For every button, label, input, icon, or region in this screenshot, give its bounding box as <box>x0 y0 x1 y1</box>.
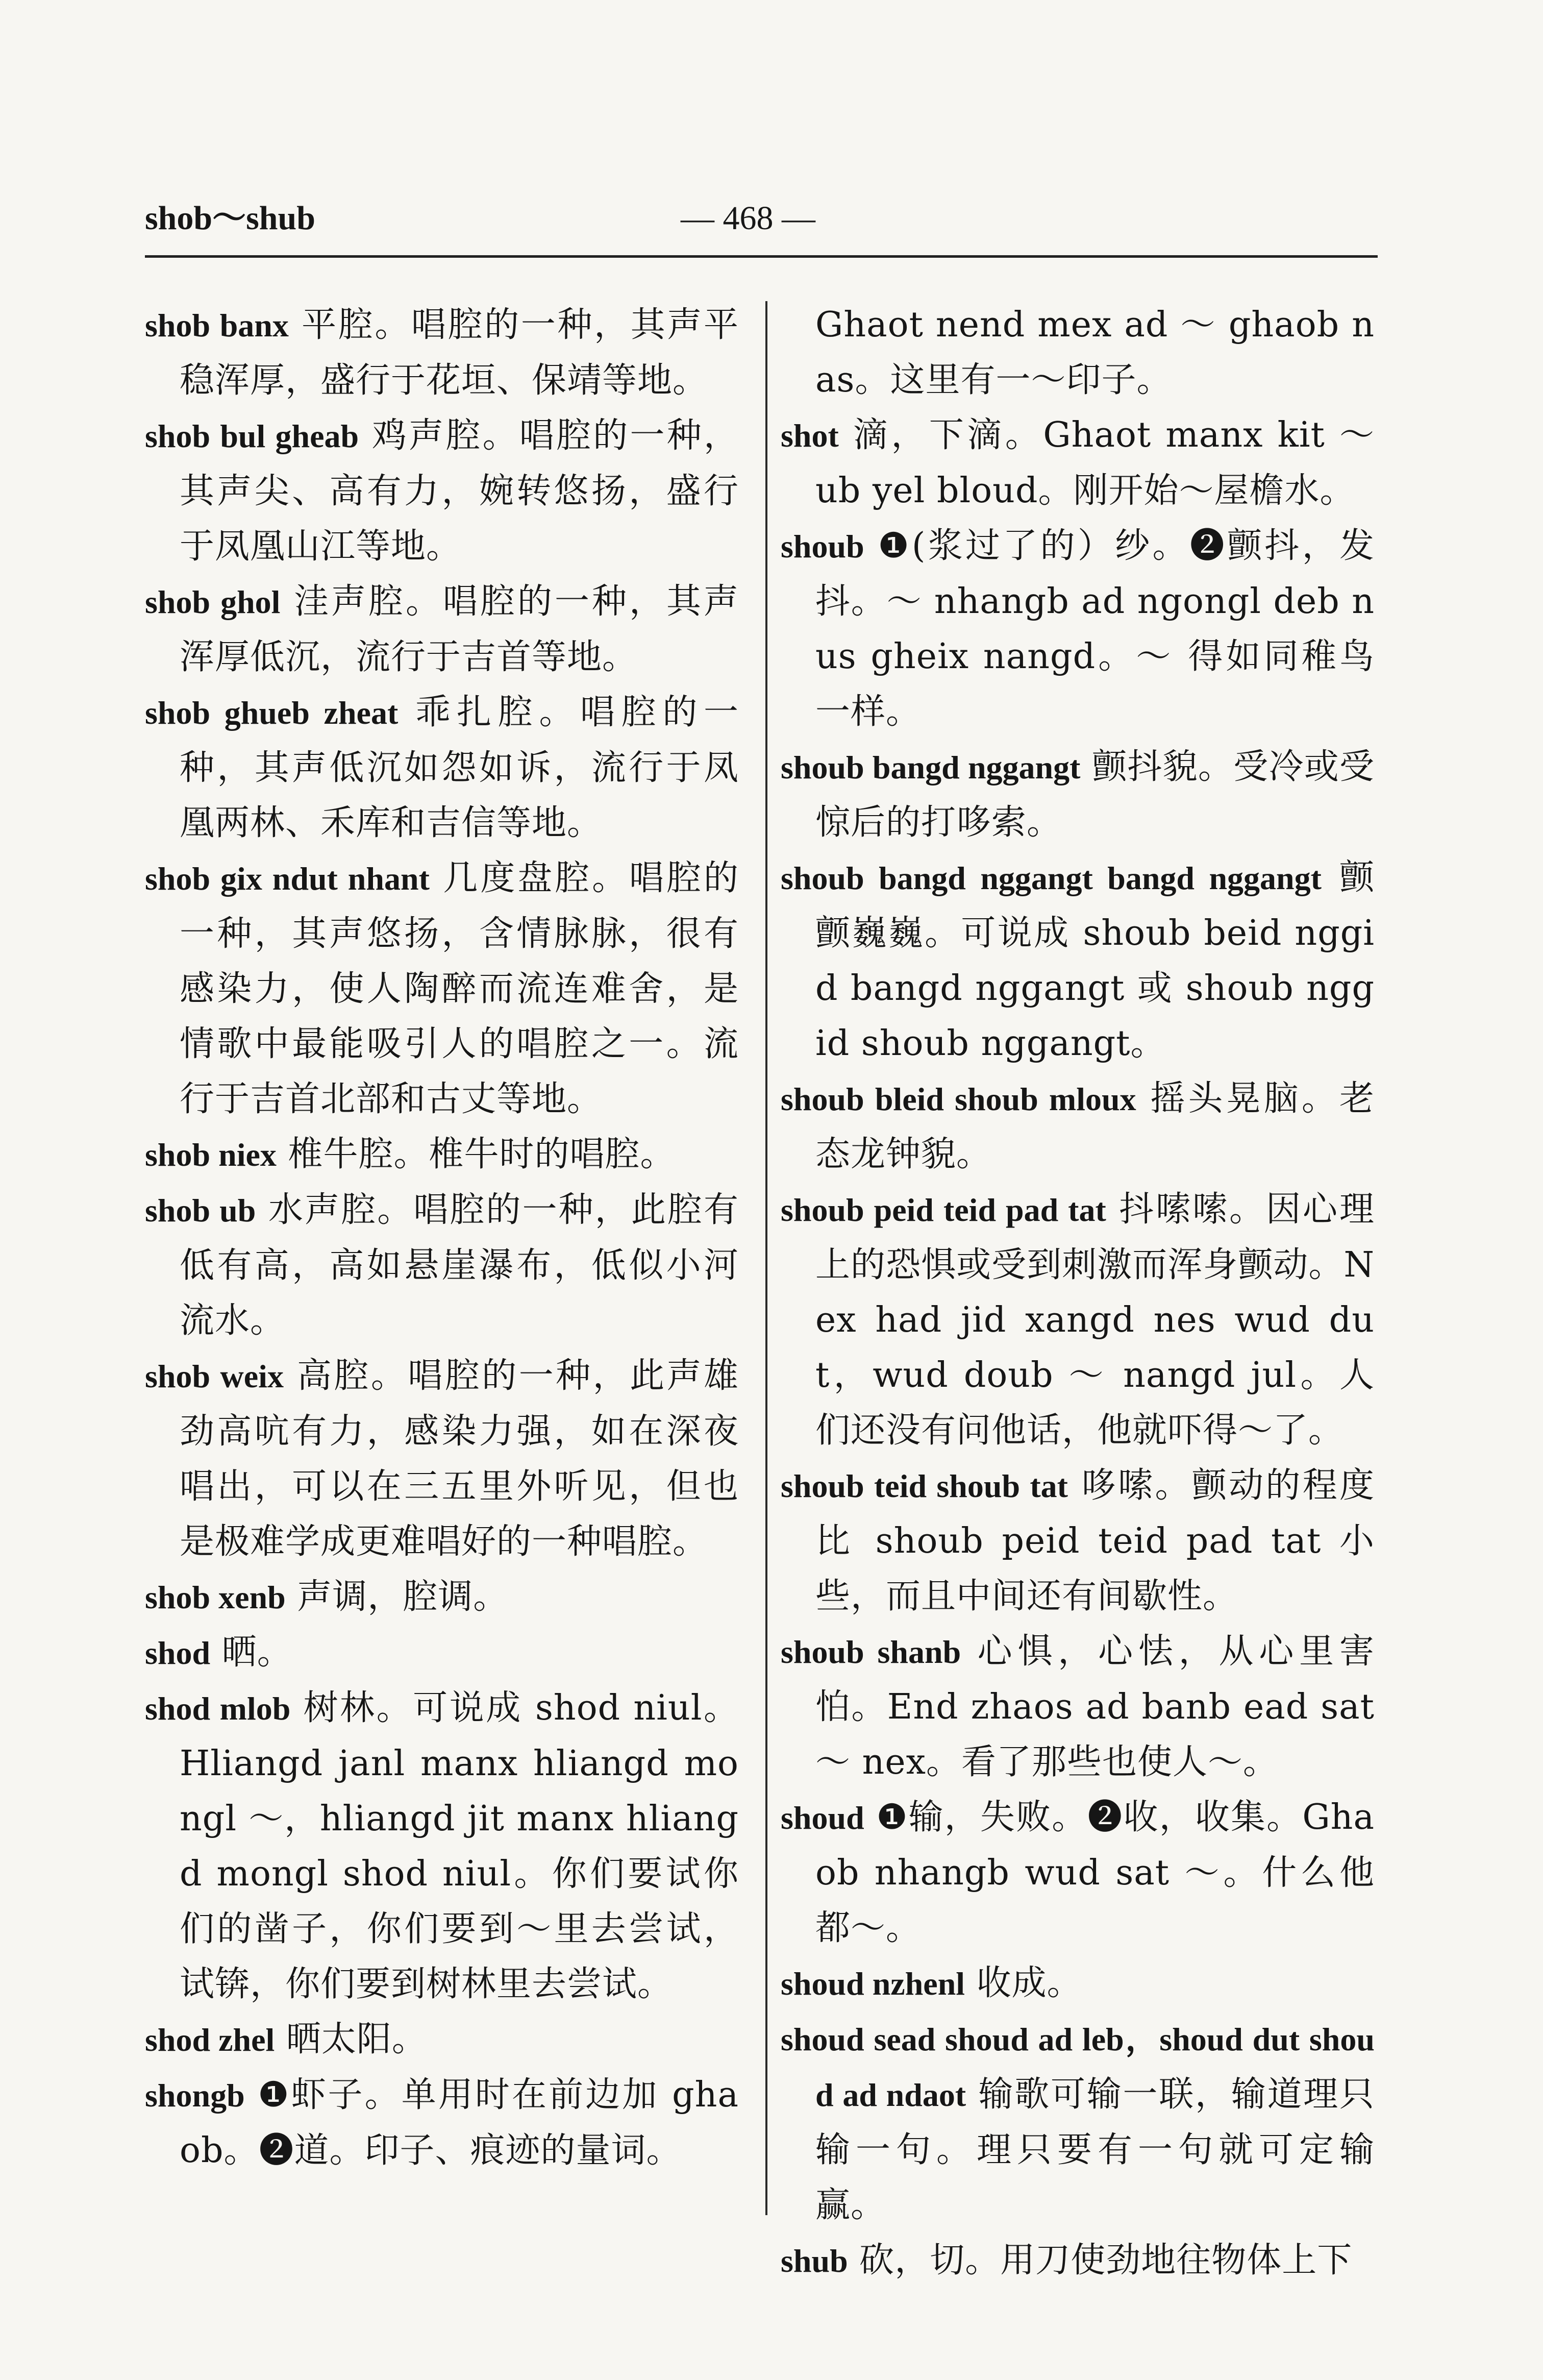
dictionary-entry <box>781 1790 1375 1956</box>
entry-definition: ❶(浆过了的）纱。❷颤抖，发抖。～ nhangb ad ngongl deb nus gheix nangd。～ 得如同稚鸟一样。 <box>815 526 1375 732</box>
entry-definition: 乖扎腔。唱腔的一种，其声低沉如怨如诉，流行于凤凰两林、禾库和吉信等地。 <box>180 692 739 843</box>
entry-definition: 树林。可说成 shod niul。Hliangd janl manx hliangd mongl ～，hliangd jit manx hliangd mongl shod niul。你们要试你们的凿子，你们要到～里去尝试，试锛，你们要到树林里去尝试。 <box>180 1688 739 2004</box>
dictionary-entry <box>781 1182 1375 1458</box>
entry-definition: ❶输，失败。❷收，收集。Ghaob nhangb wud sat ～。什么他都～。 <box>815 1797 1375 1948</box>
dictionary-entry <box>145 1127 739 1183</box>
dictionary-entry <box>781 1458 1375 1624</box>
entry-definition: 几度盘腔。唱腔的一种，其声悠扬，含情脉脉，很有感染力，使人陶醉而流连难舍，是情歌中最能吸引人的唱腔之一。流行于吉首北部和古丈等地。 <box>180 858 739 1119</box>
entry-headword: shoud <box>781 1800 864 1836</box>
entry-definition: 收成。 <box>965 1963 1082 2003</box>
entry-headword: shob bul gheab <box>145 418 359 454</box>
dictionary-entry <box>145 408 739 574</box>
entry-definition: 椎牛腔。椎牛时的唱腔。 <box>276 1134 676 1174</box>
column-divider <box>765 301 767 2215</box>
entry-headword: shoub shanb <box>781 1634 961 1670</box>
dictionary-entry <box>781 1624 1375 1790</box>
dictionary-entry <box>145 2068 739 2178</box>
right-column <box>781 298 1375 2289</box>
dictionary-entry <box>145 1681 739 2012</box>
dictionary-entry <box>145 574 739 685</box>
entry-headword: shob weix <box>145 1358 284 1394</box>
entry-headword: shob gix ndut nhant <box>145 861 430 897</box>
dictionary-entry <box>145 298 739 408</box>
entry-headword: shob ghol <box>145 584 281 620</box>
entry-headword: shod zhel <box>145 2022 275 2058</box>
entry-definition: 颤颤巍巍。可说成 shoub beid nggid bangd nggangt 或 shoub nggid shoub nggangt。 <box>815 857 1375 1064</box>
dictionary-entry <box>781 408 1375 519</box>
dictionary-entry <box>781 2233 1375 2289</box>
dictionary-entry <box>145 1625 739 1681</box>
entry-headword: shoub peid teid pad tat <box>781 1192 1106 1228</box>
header-rule <box>145 255 1378 258</box>
entry-headword: shot <box>781 418 839 454</box>
entry-headword: shongb <box>145 2077 245 2114</box>
dictionary-entry <box>781 740 1375 850</box>
running-head: shob～shub <box>145 200 315 237</box>
entry-headword: shoud sead shoud ad leb，shoud dut shoud ad ndaot <box>781 2021 1375 2113</box>
dictionary-entry <box>781 2011 1375 2233</box>
entry-definition: 声调，腔调。 <box>285 1577 509 1617</box>
entry-headword: shob banx <box>145 307 289 343</box>
entry-definition: 高腔。唱腔的一种，此声雄劲高吭有力，感染力强，如在深夜唱出，可以在三五里外听见，但也是极难学成更难唱好的一种唱腔。 <box>180 1356 739 1562</box>
entry-headword: shoub <box>781 528 864 565</box>
page-header <box>145 193 1378 244</box>
entry-definition: 水声腔。唱腔的一种，此腔有低有高，高如悬崖瀑布，低似小河流水。 <box>180 1190 739 1341</box>
entry-definition: 砍，切。用刀使劲地往物体上下 <box>848 2240 1353 2280</box>
entry-definition: 鸡声腔。唱腔的一种，其声尖、高有力，婉转悠扬，盛行于凤凰山江等地。 <box>180 415 739 567</box>
entry-definition: 洼声腔。唱腔的一种，其声浑厚低沉，流行于吉首等地。 <box>180 581 739 677</box>
left-column <box>145 298 739 2178</box>
dictionary-entry <box>781 1071 1375 1182</box>
entry-definition: 抖嗦嗦。因心理上的恐惧或受到刺激而浑身颤动。Nex had jid xangd nes wud dut，wud doub ～ nangd jul。人们还没有问他话，他就吓得～了。 <box>815 1189 1375 1451</box>
entry-definition: 滴，下滴。Ghaot manx kit ～ ub yel bloud。刚开始～屋檐水。 <box>815 415 1375 511</box>
entry-definition: 颤抖貌。受冷或受惊后的打哆索。 <box>815 747 1375 843</box>
dictionary-entry <box>781 850 1375 1071</box>
entry-definition: ❶虾子。单用时在前边加 ghaob。❷道。印子、痕迹的量词。 <box>180 2075 739 2171</box>
dictionary-entry <box>145 851 739 1127</box>
entry-headword: shob ub <box>145 1192 256 1229</box>
entry-headword: shoub bangd nggangt <box>781 749 1081 786</box>
entry-definition: 晒太阳。 <box>275 2019 427 2059</box>
entry-headword: shod mlob <box>145 1690 291 1727</box>
entry-definition: Ghaot nend mex ad ～ ghaob nas。这里有一～印子。 <box>815 305 1375 400</box>
entry-headword: shoub bangd nggangt bangd nggangt <box>781 860 1322 896</box>
entry-definition: 摇头晃脑。老态龙钟貌。 <box>815 1078 1375 1174</box>
entry-headword: shod <box>145 1635 211 1671</box>
entry-headword: shoub teid shoub tat <box>781 1468 1068 1504</box>
dictionary-entry <box>781 519 1375 740</box>
dictionary-entry <box>145 1569 739 1625</box>
dictionary-entry <box>145 685 739 851</box>
entry-headword: shoub bleid shoub mloux <box>781 1081 1136 1117</box>
entry-definition: 哆嗦。颤动的程度比 shoub peid teid pad tat 小些，而且中间还有间歇性。 <box>815 1465 1375 1616</box>
dictionary-entry <box>145 1183 739 1348</box>
entry-headword: shob niex <box>145 1137 277 1173</box>
entry-headword: shob ghueb zheat <box>145 695 399 731</box>
entry-headword: shoud nzhenl <box>781 1966 965 2002</box>
dictionary-entry <box>781 1956 1375 2011</box>
entry-definition: 输歌可输一联，输道理只输一句。理只要有一句就可定输赢。 <box>815 2074 1375 2225</box>
entry-definition: 晒。 <box>210 1632 292 1673</box>
dictionary-entry <box>781 298 1375 408</box>
page-number: — 468 — <box>681 200 815 237</box>
dictionary-entry <box>145 2012 739 2068</box>
entry-headword: shub <box>781 2243 848 2279</box>
entry-headword: shob xenb <box>145 1579 286 1615</box>
entry-definition: 心惧，心怯，从心里害怕。End zhaos ad banb ead sat ～ nex。看了那些也使人～。 <box>815 1631 1375 1782</box>
dictionary-entry <box>145 1348 739 1569</box>
entry-definition: 平腔。唱腔的一种，其声平稳浑厚，盛行于花垣、保靖等地。 <box>180 305 739 401</box>
